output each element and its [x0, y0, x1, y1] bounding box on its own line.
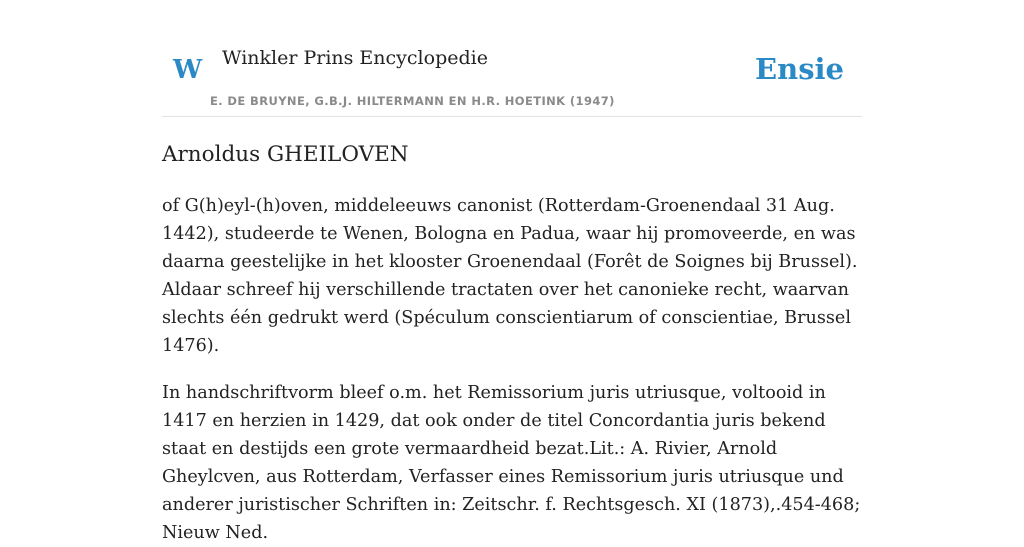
ensie-brand-logo[interactable]: Ensie: [755, 52, 844, 86]
site-header: [162, 0, 862, 117]
encyclopedia-authors: E. DE BRUYNE, G.B.J. HILTERMANN EN H.R. HOETINK (1947): [210, 94, 615, 108]
encyclopedia-title[interactable]: Winkler Prins Encyclopedie: [222, 47, 488, 69]
article-paragraph: In handschriftvorm bleef o.m. het Remissorium juris utriusque, voltooid in 1417 en herzien in 1429, dat ook onder de titel Concordantia juris bekend staat en destijds een grote vermaardheid bezat.Lit.: A. Rivier, Arnold Gheylcven, aus Rotterdam, Verfasser eines Remissorium juris utriusque und anderer juristischer Schriften in: Zeitschr. f. Rechtsgesch. XI (1873),.454-468; Nieuw Ned.: [162, 383, 861, 543]
article: [162, 138, 862, 547]
article-title: Arnoldus GHEILOVEN: [162, 142, 409, 167]
article-paragraph: of G(h)eyl-(h)oven, middeleeuws canonist (Rotterdam-Groenendaal 31 Aug. 1442), studeerde te Wenen, Bologna en Padua, waar hij promoveerde, en was daarna geestelijke in het klooster Groenendaal (Forêt de Soignes bij Brussel). Aldaar schreef hij verschillende tractaten over het canonieke recht, waarvan slechts één gedrukt werd (Spéculum conscientiarum of conscientiae, Brussel 1476).: [162, 196, 858, 356]
winkler-prins-logo-icon[interactable]: W: [173, 55, 203, 85]
